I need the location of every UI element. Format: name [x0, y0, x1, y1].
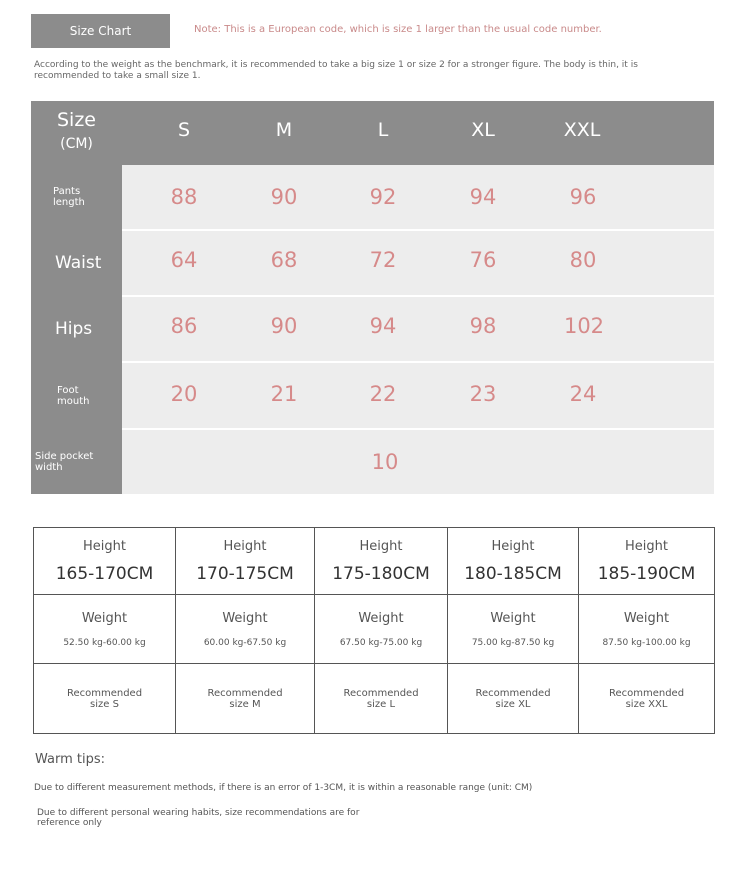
- weight-range: 67.50 kg-75.00 kg: [339, 637, 423, 648]
- height-label: Height: [359, 538, 403, 554]
- size-cell: 23: [469, 382, 497, 406]
- recommendation-cell: [34, 664, 176, 734]
- height-cell: [448, 528, 579, 595]
- weight-cell: [579, 595, 715, 664]
- row-separator: [122, 361, 714, 363]
- recommendation-table: [33, 527, 715, 734]
- height-label: Height: [491, 538, 535, 554]
- size-cell: 88: [170, 185, 198, 209]
- recommendation-cell: [176, 664, 315, 734]
- row-label-waist: Waist: [55, 253, 102, 273]
- weight-cell: [34, 595, 176, 664]
- row-label-foot-mouth: Foot mouth: [57, 384, 90, 407]
- height-label: Height: [83, 538, 126, 554]
- size-column-header: XL: [471, 119, 495, 141]
- weight-range: 87.50 kg-100.00 kg: [602, 637, 691, 648]
- height-range: 170-175CM: [196, 563, 294, 584]
- size-corner-title: Size: [56, 109, 96, 131]
- size-cell: 10: [371, 450, 399, 474]
- row-separator: [122, 428, 714, 430]
- size-cell: 92: [369, 185, 397, 209]
- recommendation-cell: [315, 664, 448, 734]
- size-column-header: XXL: [563, 119, 601, 141]
- size-chart-tag: Size Chart: [31, 14, 170, 48]
- height-cell: [579, 528, 715, 595]
- row-separator: [122, 229, 714, 231]
- recommended-size: Recommended size XL: [475, 687, 551, 710]
- height-range: 180-185CM: [464, 563, 562, 584]
- size-cell: 86: [170, 314, 198, 338]
- recommended-size: Recommended size S: [66, 687, 143, 710]
- recommended-size: Recommended size L: [343, 687, 419, 710]
- weight-label: Weight: [623, 610, 670, 626]
- size-cell: 94: [369, 314, 397, 338]
- height-label: Height: [625, 538, 668, 554]
- row-label-hips: Hips: [55, 319, 93, 339]
- weight-label: Weight: [358, 610, 404, 626]
- row-label-side-pocket-width: Side pocket width: [35, 451, 94, 473]
- row-separator: [122, 295, 714, 297]
- recommendation-cell: [579, 664, 715, 734]
- weight-range: 60.00 kg-67.50 kg: [203, 637, 287, 648]
- warm-tip-wearing-habits: Due to different personal wearing habits, size recommendations are for reference only: [37, 808, 360, 828]
- height-range: 165-170CM: [55, 563, 154, 584]
- weight-cell: [448, 595, 579, 664]
- size-column-header: L: [377, 119, 389, 141]
- size-cell: 72: [369, 248, 397, 272]
- weight-label: Weight: [222, 610, 268, 626]
- height-range: 185-190CM: [597, 563, 696, 584]
- size-column-header: M: [275, 119, 293, 141]
- header: [31, 14, 711, 48]
- size-cell: 102: [563, 314, 605, 338]
- size-cell: 22: [369, 382, 397, 406]
- weight-label: Weight: [490, 610, 536, 626]
- size-cell: 94: [469, 185, 497, 209]
- size-cell: 24: [569, 382, 597, 406]
- weight-cell: [315, 595, 448, 664]
- height-range: 175-180CM: [332, 563, 430, 584]
- european-size-note: Note: This is a European code, which is size 1 larger than the usual code number.: [194, 24, 602, 35]
- size-cell: 21: [270, 382, 298, 406]
- height-cell: [176, 528, 315, 595]
- size-cell: 96: [569, 185, 597, 209]
- size-corner-unit: (CM): [60, 136, 93, 152]
- height-cell: [34, 528, 176, 595]
- size-cell: 98: [469, 314, 497, 338]
- size-column-header: S: [177, 119, 191, 141]
- height-label: Height: [223, 538, 267, 554]
- weight-label: Weight: [81, 610, 128, 626]
- size-corner-cell: [31, 101, 122, 165]
- size-cell: 90: [270, 314, 298, 338]
- size-cell: 68: [270, 248, 298, 272]
- weight-cell: [176, 595, 315, 664]
- size-cell: 64: [170, 248, 198, 272]
- height-cell: [315, 528, 448, 595]
- size-table: [31, 101, 714, 494]
- recommended-size: Recommended size M: [207, 687, 283, 710]
- size-cell: 76: [469, 248, 497, 272]
- weight-range: 75.00 kg-87.50 kg: [471, 637, 555, 648]
- warm-tip-measurement: Due to different measurement methods, if there is an error of 1-3CM, it is within a reasonable range (unit: CM): [34, 783, 533, 793]
- weight-range: 52.50 kg-60.00 kg: [63, 637, 146, 648]
- row-label-pants-length: Pants length: [53, 186, 85, 208]
- size-cell: 80: [569, 248, 597, 272]
- recommended-size: Recommended size XXL: [608, 687, 685, 710]
- recommendation-cell: [448, 664, 579, 734]
- intro-text: According to the weight as the benchmark, it is recommended to take a big size 1 or size 2 for a stronger figure. The body is thin, it is recommended to take a small size 1.: [34, 60, 638, 81]
- warm-tips-title: Warm tips:: [35, 752, 106, 767]
- size-cell: 20: [170, 382, 198, 406]
- size-cell: 90: [270, 185, 298, 209]
